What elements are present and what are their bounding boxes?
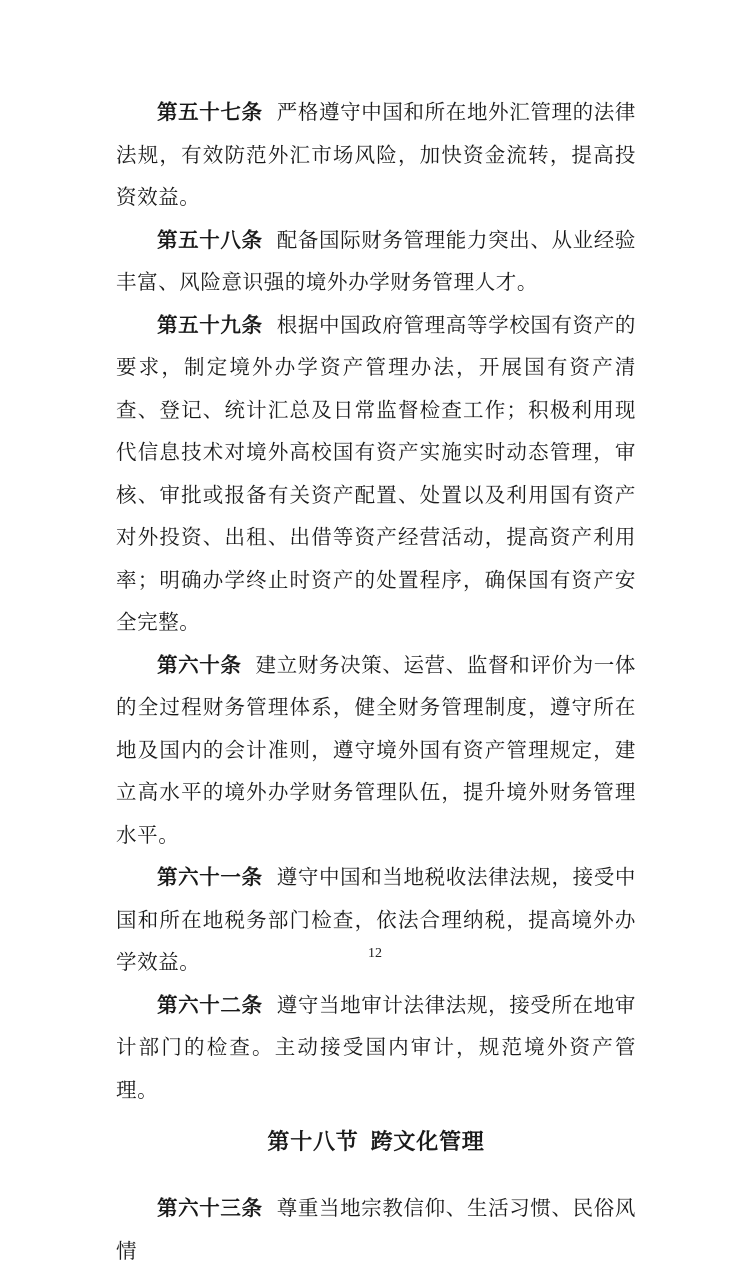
- article-text: 遵守中国和当地税收法律法规，接受中国和所在地税务部门检查，依法合理纳税，提高境外办学效益。: [116, 865, 637, 974]
- article-text: 根据中国政府管理高等学校国有资产的要求，制定境外办学资产管理办法，开展国有资产清查、登记、统计汇总及日常监督检查工作；积极利用现代信息技术对境外高校国有资产实施实时动态管理，审核、审批或报备有关资产配置、处置以及利用国有资产对外投资、出租、出借等资产经营活动，提高资产利用率；明确办学终止时资产的处置程序，确保国有资产安全完整。: [116, 312, 637, 634]
- section-heading: [116, 1119, 636, 1167]
- article-62: [116, 984, 636, 1112]
- article-text: 严格遵守中国和所在地外汇管理的法律法规，有效防范外汇市场风险，加快资金流转，提高投资效益。: [116, 100, 637, 209]
- article-60: [116, 644, 636, 857]
- article-61: [116, 856, 636, 984]
- article-label: 第六十一条: [157, 865, 263, 889]
- page-number: 12: [368, 946, 382, 961]
- article-label: 第六十三条: [157, 1196, 263, 1220]
- article-label: 第六十二条: [157, 992, 263, 1017]
- article-text: 建立财务决策、运营、监督和评价为一体的全过程财务管理体系，健全财务管理制度，遵守所在地及国内的会计准则，遵守境外国有资产管理规定，建立高水平的境外办学财务管理队伍，提升境外财务管理水平。: [116, 652, 636, 847]
- article-58: [116, 219, 636, 304]
- section-number: 第十八节: [267, 1130, 359, 1155]
- article-label: 第五十七条: [157, 100, 263, 124]
- article-text: 配备国际财务管理能力突出、从业经验丰富、风险意识强的境外办学财务管理人才。: [116, 227, 637, 294]
- section-title: 跨文化管理: [370, 1130, 485, 1155]
- article-label: 第五十八条: [157, 227, 263, 252]
- article-text: 遵守当地审计法律法规，接受所在地审计部门的检查。主动接受国内审计，规范境外资产管理。: [116, 992, 637, 1102]
- article-label: 第五十九条: [157, 312, 263, 337]
- article-57: [116, 91, 636, 219]
- body-text: [116, 91, 636, 1272]
- article-63: [116, 1187, 636, 1272]
- article-text: 尊重当地宗教信仰、生活习惯、民俗风情: [116, 1196, 637, 1263]
- article-59: [116, 304, 636, 644]
- article-label: 第六十条: [157, 652, 242, 677]
